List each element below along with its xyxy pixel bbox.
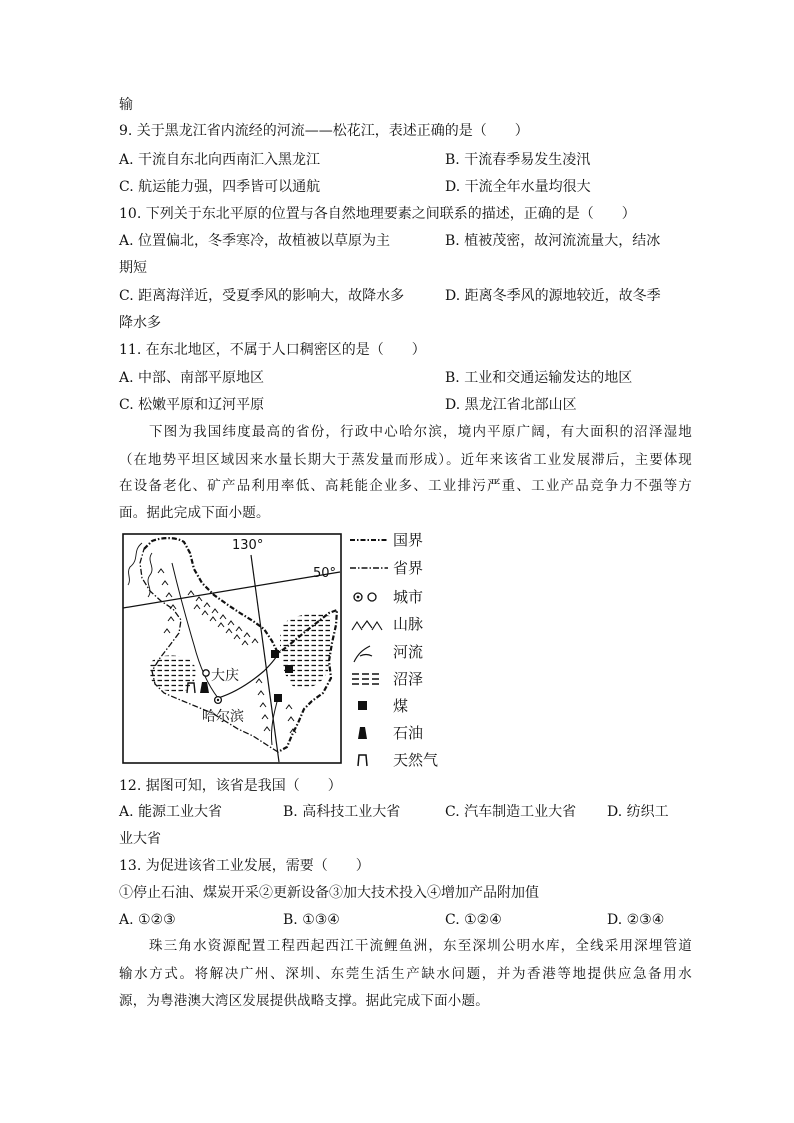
legend-provincial-border-label: 省界 [393,559,424,577]
city-harbin-dot [217,699,219,701]
city-daqing-label: 大庆 [211,668,239,684]
legend-city-label: 城市 [393,588,424,606]
legend-oil-label: 石油 [393,724,424,742]
city-daqing-marker [203,670,209,676]
longitude-label: 130° [232,538,264,553]
q11-stem: 11. 在东北地区，不属于人口稠密区的是（ ） [119,342,426,358]
q10-option-d[interactable]: D. 距离冬季风的源地较近，故冬季 [445,288,661,304]
q13-option-d[interactable]: D. ②③④ [607,912,665,928]
q10-option-b-wrap[interactable]: 期短 [119,260,147,276]
map-legend-symbols [348,530,392,770]
q10-option-b[interactable]: B. 植被茂密，故河流流量大，结冰 [445,233,661,249]
legend-swamp-label: 沼泽 [393,670,424,688]
q9-option-d[interactable]: D. 干流全年水量均很大 [445,179,591,195]
q9-option-c[interactable]: C. 航运能力强，四季皆可以通航 [119,179,321,195]
q11-option-a[interactable]: A. 中部、南部平原地区 [119,370,265,386]
q12-option-b[interactable]: B. 高科技工业大省 [283,804,401,820]
legend-river-icon [354,646,372,662]
material1-line: 面。据此完成下面小题。 [119,505,270,521]
q12-option-d[interactable]: D. 纺织工 [607,804,669,820]
latitude-label: 50° [313,566,337,581]
legend-gas-icon [358,755,367,766]
legend-oil-icon [358,727,367,739]
q10-option-d-wrap[interactable]: 降水多 [119,315,161,331]
q13-option-b[interactable]: B. ①③④ [283,912,340,928]
q13-stem: 13. 为促进该省工业发展，需要（ ） [119,858,370,874]
q11-option-d[interactable]: D. 黑龙江省北部山区 [445,397,577,413]
q13-option-c[interactable]: C. ①②④ [445,912,502,928]
material1-line: （在地势平坦区域因来水量长期大于蒸发量而形成）。近年来该省工业发展滞后，主要体现 [119,452,692,468]
material2-line: 珠三角水资源配置工程西起西江干流鲤鱼洲，东至深圳公明水库，全线采用深埋管道 [149,938,692,954]
q13-statements: ①停止石油、煤炭开采②更新设备③加大技术投入④增加产品附加值 [119,885,539,901]
q9-option-b[interactable]: B. 干流春季易发生凌汛 [445,152,591,168]
city-harbin-label: 哈尔滨 [202,709,244,725]
q12-option-a[interactable]: A. 能源工业大省 [119,804,223,820]
legend-coal-icon [358,701,367,710]
q12-option-d-wrap[interactable]: 业大省 [119,831,161,847]
legend-mountain-icon [352,621,382,630]
q11-option-b[interactable]: B. 工业和交通运输发达的地区 [445,370,633,386]
coal-marker [274,694,282,702]
material2-line: 输水方式。将解决广州、深圳、东莞生活生产缺水问题，并为香港等地提供应急备用水 [119,966,692,982]
carryover-text: 输 [119,97,133,113]
legend-national-border-label: 国界 [393,531,424,549]
q10-option-c[interactable]: C. 距离海洋近，受夏季风的影响大，故降水多 [119,288,405,304]
heilongjiang-map [122,533,342,764]
legend-gas-label: 天然气 [393,751,439,769]
material1-line: 下图为我国纬度最高的省份，行政中心哈尔滨，境内平原广阔，有大面积的沼泽湿地 [149,424,692,440]
material2-line: 源，为粤港澳大湾区发展提供战略支撑。据此完成下面小题。 [119,993,489,1009]
legend-coal-label: 煤 [393,697,409,715]
coal-marker [271,650,279,658]
q10-stem: 10. 下列关于东北平原的位置与各自然地理要素之间联系的描述，正确的是（ ） [119,206,636,222]
q12-option-c[interactable]: C. 汽车制造工业大省 [445,804,577,820]
legend-capital-dot-icon [357,596,360,599]
coal-marker [285,665,293,673]
q11-option-c[interactable]: C. 松嫩平原和辽河平原 [119,397,265,413]
q9-stem: 9. 关于黑龙江省内流经的河流——松花江，表述正确的是（ ） [119,123,529,139]
legend-river-label: 河流 [393,643,424,661]
q12-stem: 12. 据图可知，该省是我国（ ） [119,778,342,794]
q9-option-a[interactable]: A. 干流自东北向西南汇入黑龙江 [119,152,321,168]
legend-swamp-icon [352,674,379,684]
material1-line: 在设备老化、矿产品利用率低、高耗能企业多、工业排污严重、工业产品竞争力不强等方 [119,478,692,494]
legend-mountain-label: 山脉 [393,615,424,633]
legend-city-icon [368,593,376,601]
q10-option-a[interactable]: A. 位置偏北，冬季寒冷，故植被以草原为主 [119,233,391,249]
q13-option-a[interactable]: A. ①②③ [119,912,176,928]
